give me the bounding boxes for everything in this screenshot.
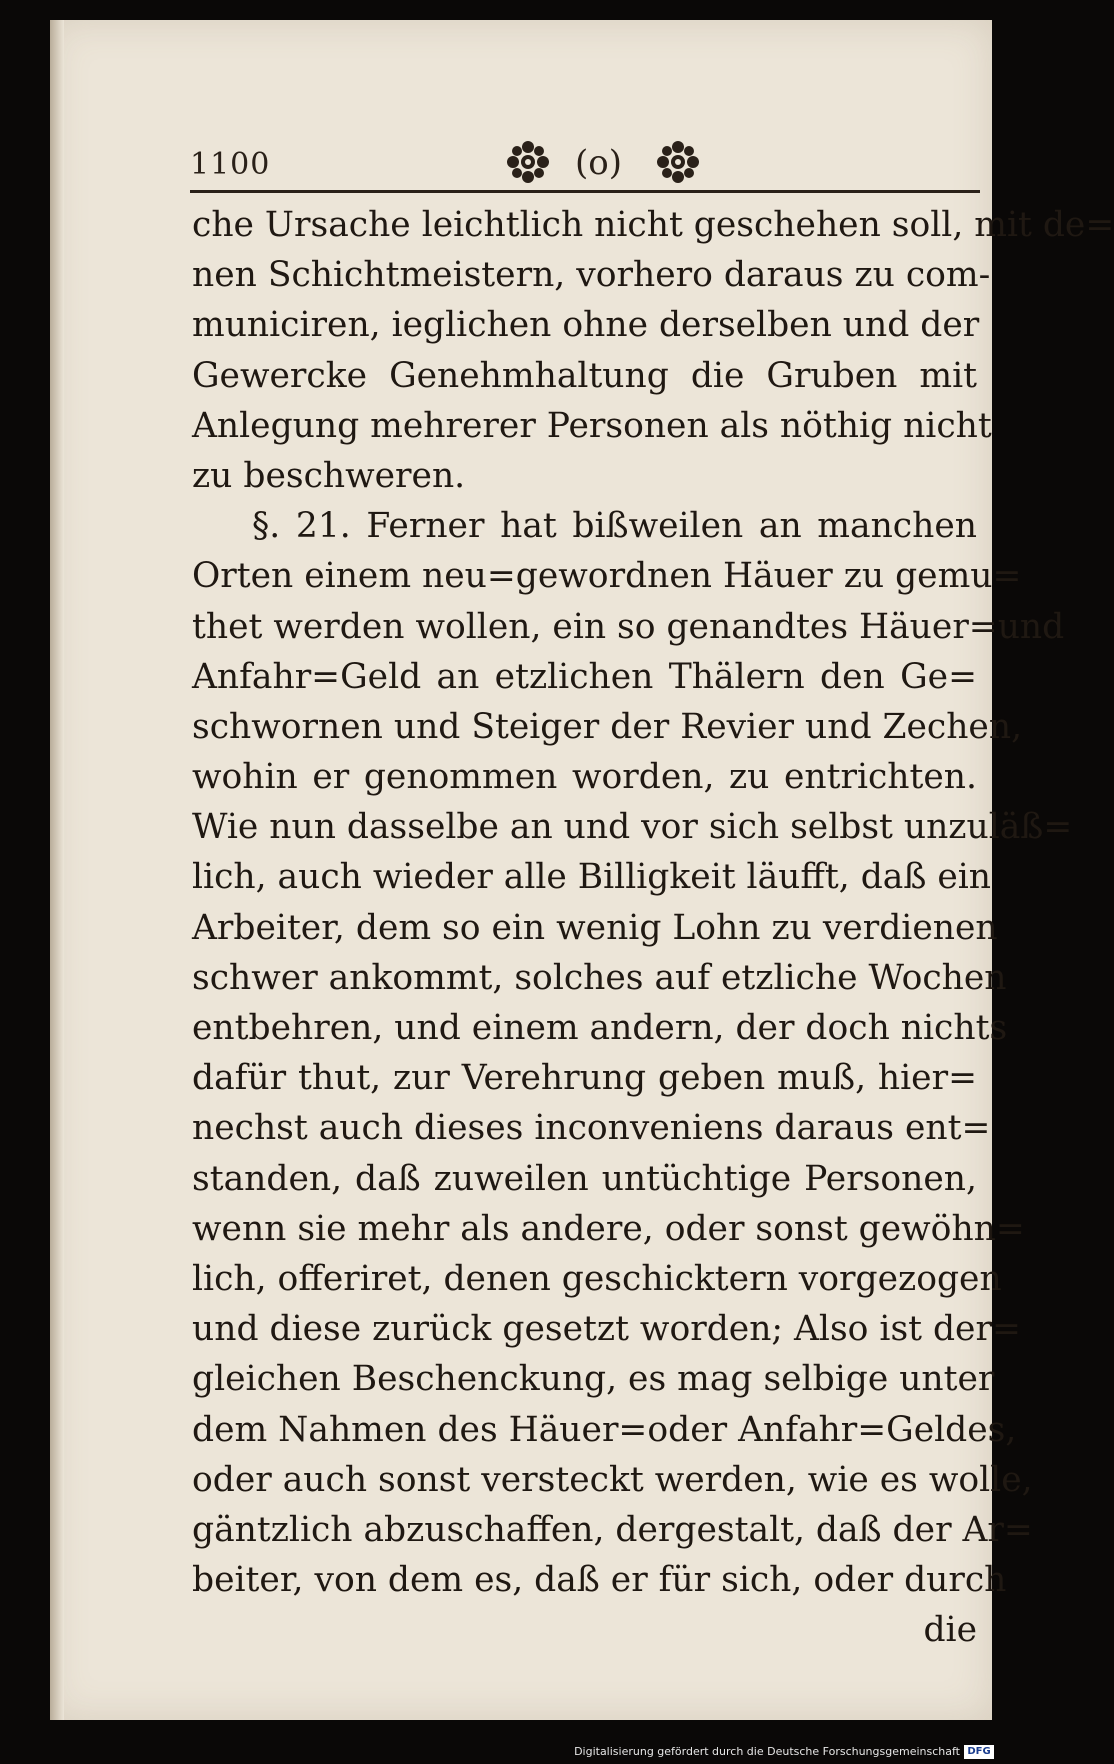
text-line: nen Schichtmeistern, vorhero daraus zu com- <box>192 255 991 296</box>
footer-strip <box>0 1734 1000 1764</box>
text-line: gäntzlich abzuschaffen, dergestalt, daß der Ar= <box>192 1509 1033 1550</box>
text-line: wohin er genommen worden, zu entrichten. <box>192 757 977 798</box>
text-line: wenn sie mehr als andere, oder sonst gewöhn= <box>192 1208 1025 1249</box>
text-line: gleichen Beschenckung, es mag selbige unter <box>192 1359 995 1400</box>
text-line: lich, auch wieder alle Billigkeit läufft, daß ein <box>192 857 992 898</box>
flower-ornament-icon <box>655 139 701 185</box>
text-line: Anlegung mehrerer Personen als nöthig nicht <box>192 405 992 446</box>
text-line: thet werden wollen, ein so genandtes Häuer=und <box>192 606 1065 647</box>
text-line: und diese zurück gesetzt worden; Also ist der= <box>192 1309 1021 1350</box>
text-line: che Ursache leichtlich nicht geschehen soll, mit de= <box>192 205 1114 245</box>
text-line: municiren, ieglichen ohne derselben und der <box>192 305 980 346</box>
signature-mark: (o) <box>575 143 622 183</box>
flower-ornament-icon <box>505 139 551 185</box>
text-line: schwer ankommt, solches auf etzliche Wochen <box>192 957 1007 998</box>
text-line: Orten einem neu=gewordnen Häuer zu gemu= <box>192 556 1022 597</box>
text-line: Wie nun dasselbe an und vor sich selbst unzuläß= <box>192 807 1073 848</box>
page-number: 1100 <box>190 147 271 182</box>
text-line: dem Nahmen des Häuer=oder Anfahr=Geldes, <box>192 1409 1017 1450</box>
header-rule <box>190 190 980 193</box>
paragraph-start-line: §. 21. Ferner hat bißweilen an manchen <box>252 506 977 547</box>
body-text <box>192 200 1114 1655</box>
digitization-credit: Digitalisierung gefördert durch die Deutsche Forschungsgemeinschaft <box>574 1745 960 1758</box>
text-line: nechst auch dieses inconveniens daraus ent= <box>192 1108 991 1149</box>
text-line: entbehren, und einem andern, der doch nichts <box>192 1008 1008 1048</box>
page-spine-shadow <box>50 20 64 1720</box>
text-line: zu beschweren. <box>192 455 466 496</box>
catchword: die <box>923 1610 977 1651</box>
text-line: beiter, von dem es, daß er für sich, oder durch <box>192 1560 1007 1601</box>
text-line: Gewercke Genehmhaltung die Gruben mit <box>192 355 977 396</box>
text-line: schwornen und Steiger der Revier und Zechen, <box>192 706 1023 747</box>
text-line: standen, daß zuweilen untüchtige Personen, <box>192 1158 977 1199</box>
text-line: oder auch sonst versteckt werden, wie es wolle, <box>192 1459 1033 1500</box>
text-line: Anfahr=Geld an etzlichen Thälern den Ge= <box>192 656 977 697</box>
text-line: dafür thut, zur Verehrung geben muß, hier= <box>192 1058 977 1099</box>
dfg-logo: DFG <box>964 1745 994 1759</box>
text-line: lich, offeriret, denen geschicktern vorgezogen <box>192 1258 1002 1299</box>
page-header <box>190 135 980 191</box>
book-page <box>50 20 1114 1720</box>
text-line: Arbeiter, dem so ein wenig Lohn zu verdienen <box>192 907 998 948</box>
